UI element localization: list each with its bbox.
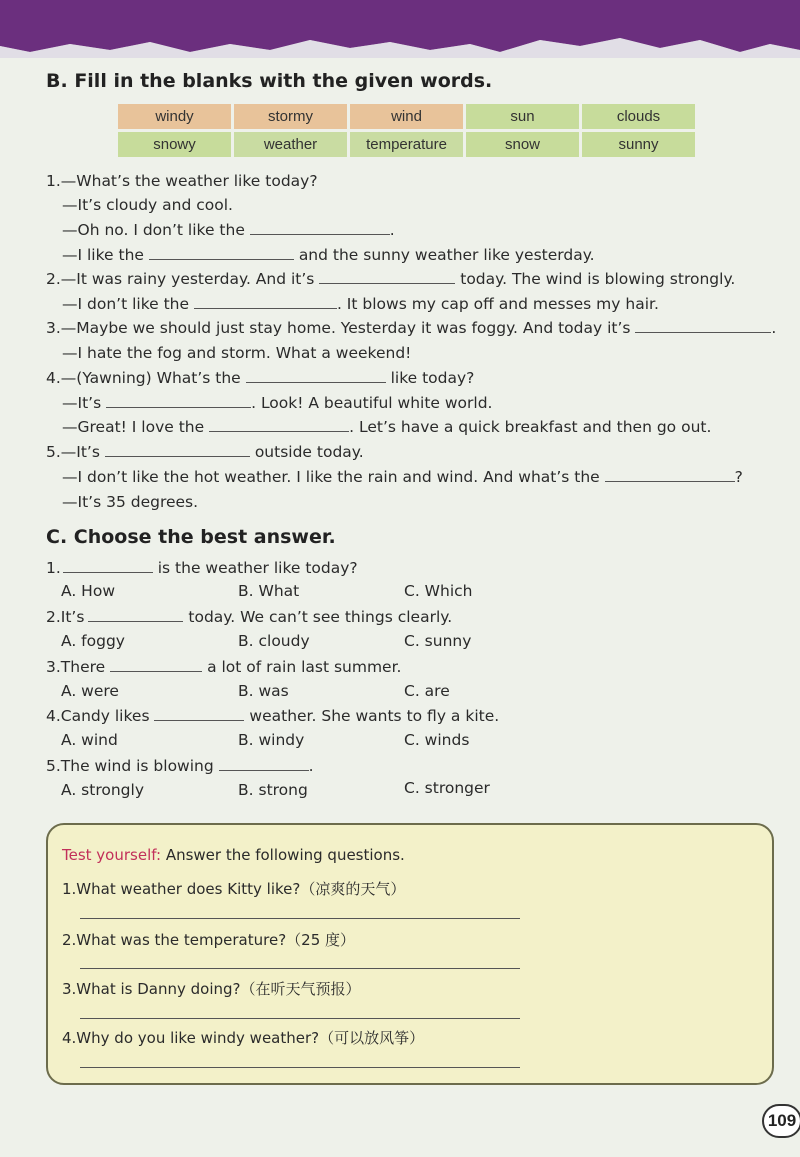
word-cell: snowy	[118, 132, 231, 157]
question-text: today. We can’t see things clearly.	[188, 608, 453, 626]
answer-line[interactable]	[80, 918, 520, 919]
question-line	[46, 706, 499, 725]
answer-blank[interactable]	[219, 756, 309, 771]
line-text: 1.—What’s the weather like today?	[46, 172, 318, 190]
exercise-line	[46, 442, 364, 461]
question-text: is the weather like today?	[157, 559, 358, 577]
test-instructions: Answer the following questions.	[161, 846, 405, 864]
line-text: —It’s cloudy and cool.	[62, 196, 233, 214]
line-text: —I don’t like the hot weather. I like the rain and wind. And what’s the	[62, 468, 600, 486]
test-question: 3.What is Danny doing?（在听天气预报）	[62, 980, 361, 998]
word-bank	[118, 104, 696, 160]
line-text: 2.—It was rainy yesterday. And it’s	[46, 270, 315, 288]
answer-blank[interactable]	[209, 417, 349, 432]
exercise-line	[46, 172, 318, 190]
line-text: —I hate the fog and storm. What a weekend!	[62, 344, 412, 362]
answer-line[interactable]	[80, 968, 520, 969]
section-b-title: B. Fill in the blanks with the given words.	[46, 70, 493, 92]
question-line	[46, 558, 358, 577]
exercise-line	[62, 344, 411, 362]
line-text: 5.—It’s	[46, 443, 100, 461]
test-lead: Test yourself:	[62, 846, 162, 864]
answer-blank[interactable]	[319, 269, 455, 284]
line-text: . Let’s have a quick breakfast and then go out.	[349, 418, 712, 436]
test-yourself-heading	[62, 846, 405, 864]
exercise-line	[62, 196, 233, 214]
option-c[interactable]: C. sunny	[404, 632, 472, 650]
answer-blank[interactable]	[110, 657, 202, 672]
question-line	[46, 607, 452, 626]
line-text: 4.—(Yawning) What’s the	[46, 369, 241, 387]
word-bank-row	[118, 104, 696, 129]
line-text: 3.—Maybe we should just stay home. Yesterday it was foggy. And today it’s	[46, 319, 631, 337]
answer-line[interactable]	[80, 1018, 520, 1019]
line-text: —Oh no. I don’t like the	[62, 221, 245, 239]
line-text: and the sunny weather like yesterday.	[298, 246, 595, 264]
option-b[interactable]: B. What	[238, 582, 300, 600]
question-line	[46, 657, 401, 676]
answer-blank[interactable]	[63, 558, 153, 573]
word-cell: temperature	[350, 132, 463, 157]
word-cell: sun	[466, 104, 579, 129]
answer-blank[interactable]	[246, 368, 386, 383]
answer-blank[interactable]	[88, 607, 183, 622]
option-a[interactable]: A. How	[61, 582, 116, 600]
option-a[interactable]: A. were	[61, 682, 119, 700]
question-text: 1.	[46, 559, 61, 577]
line-text: . It blows my cap off and messes my hair.	[336, 295, 659, 313]
word-cell: sunny	[582, 132, 695, 157]
option-b[interactable]: B. strong	[238, 781, 308, 799]
line-text: .	[389, 221, 395, 239]
line-text: —I don’t like the	[62, 295, 190, 313]
option-c[interactable]: C. are	[404, 682, 450, 700]
test-question: 4.Why do you like windy weather?（可以放风筝）	[62, 1029, 425, 1047]
answer-blank[interactable]	[105, 442, 250, 457]
line-text: —It’s 35 degrees.	[62, 493, 199, 511]
question-text: 4.Candy likes	[46, 707, 150, 725]
line-text: . Look! A beautiful white world.	[251, 394, 493, 412]
option-c[interactable]: C. Which	[404, 582, 473, 600]
question-text: 5.The wind is blowing	[46, 757, 214, 775]
question-text: a lot of rain last summer.	[207, 658, 402, 676]
word-cell: clouds	[582, 104, 695, 129]
option-a[interactable]: A. foggy	[61, 632, 125, 650]
option-c[interactable]: C. winds	[404, 731, 470, 749]
decorative-banner	[0, 0, 800, 70]
section-c-title: C. Choose the best answer.	[46, 526, 336, 548]
answer-blank[interactable]	[106, 393, 251, 408]
page-number: 109	[762, 1104, 800, 1138]
word-cell: weather	[234, 132, 347, 157]
question-text: weather. She wants to fly a kite.	[249, 707, 500, 725]
word-cell: wind	[350, 104, 463, 129]
answer-blank[interactable]	[154, 706, 244, 721]
answer-blank[interactable]	[605, 467, 735, 482]
exercise-line	[46, 368, 474, 387]
exercise-line	[62, 220, 395, 239]
test-question: 1.What weather does Kitty like?（凉爽的天气）	[62, 880, 406, 898]
line-text: ?	[734, 468, 743, 486]
word-cell: snow	[466, 132, 579, 157]
option-c[interactable]: C. stronger	[404, 779, 490, 797]
word-cell: windy	[118, 104, 231, 129]
test-question: 2.What was the temperature?（25 度）	[62, 931, 356, 949]
word-cell: stormy	[234, 104, 347, 129]
question-text: 2.It’s	[46, 608, 85, 626]
question-line	[46, 756, 314, 775]
exercise-line	[62, 493, 198, 511]
line-text: today. The wind is blowing strongly.	[460, 270, 736, 288]
line-text: outside today.	[254, 443, 364, 461]
option-b[interactable]: B. windy	[238, 731, 305, 749]
option-a[interactable]: A. strongly	[61, 781, 144, 799]
option-b[interactable]: B. was	[238, 682, 289, 700]
exercise-line	[62, 467, 743, 486]
exercise-line	[62, 294, 659, 313]
exercise-line	[62, 393, 492, 412]
answer-blank[interactable]	[250, 220, 390, 235]
line-text: like today?	[390, 369, 475, 387]
question-text: 3.There	[46, 658, 106, 676]
exercise-line	[62, 245, 595, 264]
question-text: .	[308, 757, 314, 775]
answer-blank[interactable]	[149, 245, 294, 260]
answer-blank[interactable]	[194, 294, 337, 309]
answer-blank[interactable]	[635, 318, 771, 333]
option-a[interactable]: A. wind	[61, 731, 118, 749]
answer-line[interactable]	[80, 1067, 520, 1068]
line-text: —It’s	[62, 394, 102, 412]
line-text: —I like the	[62, 246, 144, 264]
line-text: —Great! I love the	[62, 418, 205, 436]
line-text: .	[771, 319, 777, 337]
option-b[interactable]: B. cloudy	[238, 632, 310, 650]
word-bank-row	[118, 132, 696, 157]
exercise-line	[46, 269, 735, 288]
exercise-line	[46, 318, 776, 337]
exercise-line	[62, 417, 711, 436]
